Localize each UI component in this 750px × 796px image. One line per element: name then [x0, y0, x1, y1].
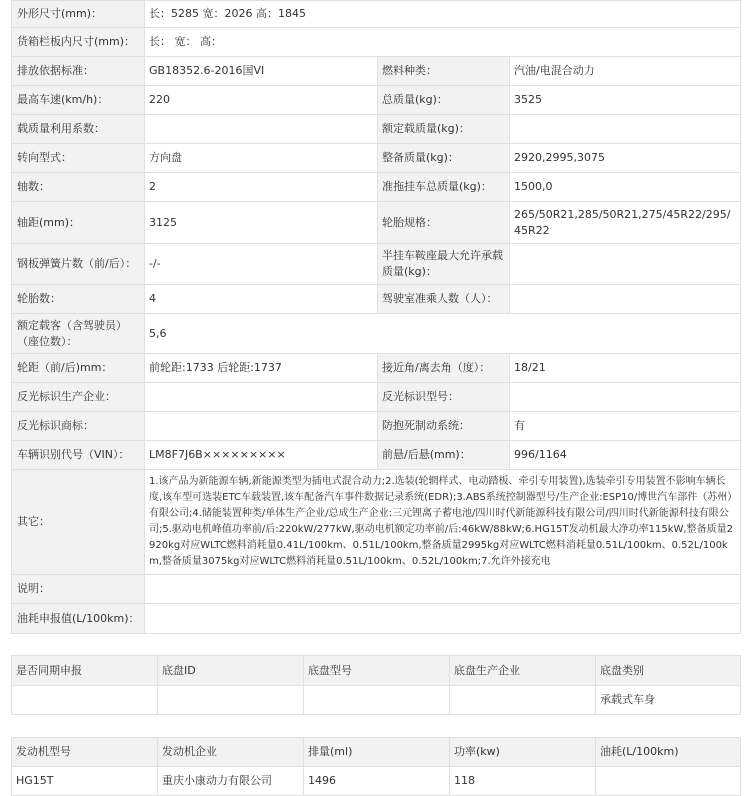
value-total-mass: 3525 — [510, 86, 741, 115]
label-cargo-dimensions: 货箱栏板内尺寸(mm)： — [12, 28, 145, 57]
label-dimensions: 外形尺寸(mm)： — [12, 1, 145, 28]
engine-data-row — [12, 767, 741, 796]
value-max-speed: 220 — [145, 86, 378, 115]
label-rated-passengers: 额定载客（含驾驶员）（座位数）： — [12, 314, 145, 354]
value-tire-count: 4 — [145, 285, 378, 314]
engine-cell: 重庆小康动力有限公司 — [158, 767, 304, 796]
chassis-header-cell: 是否同期申报 — [12, 656, 158, 686]
label-overhang: 前悬/后悬(mm)： — [378, 441, 510, 470]
engine-cell: 118 — [450, 767, 596, 796]
spec-row-steering — [12, 144, 741, 173]
chassis-cell — [158, 686, 304, 715]
spec-row-emission — [12, 57, 741, 86]
value-wheelbase: 3125 — [145, 202, 378, 244]
label-reflector-maker: 反光标识生产企业： — [12, 383, 145, 412]
label-leaf-spring: 钢板弹簧片数（前/后）： — [12, 244, 145, 285]
label-load-utilization: 载质量利用系数： — [12, 115, 145, 144]
label-emission-standard: 排放依据标准： — [12, 57, 145, 86]
engine-header-cell: 排量(ml) — [304, 738, 450, 767]
spec-row-note — [12, 575, 741, 604]
chassis-cell: 承载式车身 — [596, 686, 741, 715]
label-total-mass: 总质量(kg)： — [378, 86, 510, 115]
label-axles: 轴数： — [12, 173, 145, 202]
label-steering: 转向型式： — [12, 144, 145, 173]
value-reflector-brand — [145, 412, 378, 441]
label-other: 其它： — [12, 470, 145, 575]
value-rated-passengers: 5,6 — [145, 314, 741, 354]
value-abs: 有 — [510, 412, 741, 441]
spec-row-cargo — [12, 28, 741, 57]
value-cargo-dimensions: 长： 宽： 高： — [145, 28, 741, 57]
engine-cell: HG15T — [12, 767, 158, 796]
vehicle-spec-table — [11, 0, 741, 634]
value-fuel-type: 汽油/电混合动力 — [510, 57, 741, 86]
value-vin: LM8F7J6B××××××××× — [145, 441, 378, 470]
chassis-header-cell: 底盘类别 — [596, 656, 741, 686]
spec-row-dimensions — [12, 1, 741, 28]
chassis-cell — [12, 686, 158, 715]
label-trailer-mass: 准拖挂车总质量(kg)： — [378, 173, 510, 202]
label-vin: 车辆识别代号（VIN）： — [12, 441, 145, 470]
value-rated-load — [510, 115, 741, 144]
value-reflector-model — [510, 383, 741, 412]
value-fuel-consumption — [145, 604, 741, 634]
chassis-header-cell: 底盘生产企业 — [450, 656, 596, 686]
label-track: 轮距（前/后)mm： — [12, 354, 145, 383]
chassis-cell — [304, 686, 450, 715]
spec-row-spring — [12, 244, 741, 285]
engine-table — [11, 737, 741, 796]
label-cab-capacity: 驾驶室准乘人数（人）： — [378, 285, 510, 314]
chassis-header-cell: 底盘型号 — [304, 656, 450, 686]
spec-row-vin — [12, 441, 741, 470]
spec-row-track — [12, 354, 741, 383]
value-trailer-mass: 1500,0 — [510, 173, 741, 202]
value-approach-angles: 18/21 — [510, 354, 741, 383]
spec-row-other — [12, 470, 741, 575]
label-fuel-consumption: 油耗申报值(L/100km)： — [12, 604, 145, 634]
chassis-header-row — [12, 656, 741, 686]
engine-header-cell: 发动机企业 — [158, 738, 304, 767]
value-axles: 2 — [145, 173, 378, 202]
engine-header-cell: 油耗(L/100km) — [596, 738, 741, 767]
label-abs: 防抱死制动系统： — [378, 412, 510, 441]
value-load-utilization — [145, 115, 378, 144]
value-cab-capacity — [510, 285, 741, 314]
spec-row-wheelbase — [12, 202, 741, 244]
value-leaf-spring: -/- — [145, 244, 378, 285]
spec-row-speed — [12, 86, 741, 115]
chassis-table — [11, 655, 741, 715]
engine-header-row — [12, 738, 741, 767]
label-tire-count: 轮胎数： — [12, 285, 145, 314]
value-saddle-load — [510, 244, 741, 285]
label-wheelbase: 轴距(mm)： — [12, 202, 145, 244]
label-tire-spec: 轮胎规格： — [378, 202, 510, 244]
engine-header-cell: 功率(kw) — [450, 738, 596, 767]
spec-row-tires — [12, 285, 741, 314]
label-saddle-load: 半挂车鞍座最大允许承载质量(kg)： — [378, 244, 510, 285]
value-reflector-maker — [145, 383, 378, 412]
label-max-speed: 最高车速(km/h)： — [12, 86, 145, 115]
engine-header-cell: 发动机型号 — [12, 738, 158, 767]
chassis-header-cell: 底盘ID — [158, 656, 304, 686]
value-dimensions: 长：5285 宽：2026 高：1845 — [145, 1, 741, 28]
value-steering: 方向盘 — [145, 144, 378, 173]
label-rated-load: 额定载质量(kg)： — [378, 115, 510, 144]
spec-row-reflect — [12, 383, 741, 412]
value-tire-spec: 265/50R21,285/50R21,275/45R22/295/45R22 — [510, 202, 741, 244]
value-note — [145, 575, 741, 604]
label-reflector-brand: 反光标识商标： — [12, 412, 145, 441]
chassis-data-row — [12, 686, 741, 715]
value-overhang: 996/1164 — [510, 441, 741, 470]
spec-row-brand — [12, 412, 741, 441]
spec-row-consumption — [12, 604, 741, 634]
engine-cell: 1496 — [304, 767, 450, 796]
value-track: 前轮距:1733 后轮距:1737 — [145, 354, 378, 383]
chassis-cell — [450, 686, 596, 715]
engine-cell — [596, 767, 741, 796]
value-emission-standard: GB18352.6-2016国VI — [145, 57, 378, 86]
value-other: 1.该产品为新能源车辆,新能源类型为插电式混合动力;2.选装(轮辋样式、电动踏板、牵引专用装置),选装牵引专用装置不影响车辆长度,该车型可选装ETC车载装置,该车配备汽车事件数据记录系统(EDR);3.ABS系统控制器型号/生产企业:ESP10/博世汽车部件（苏州）有限公司;4.储能装置种类/单体生产企业/总成生产企业:三元锂离子蓄电池/四川时代新能源科技有限公司/四川时代新能源科技有限公司;5.驱动电机峰值功率前/后:220kW/277kW,驱动电机额定功率前/后:46kW/88kW;6.HG15T发动机最大净功率115kW,整备质量2920kg对应WLTC燃料消耗量0.41L/100km、0.51L/100km,整备质量2995kg对应WLTC燃料消耗量0.51L/100km、0.52L/100km,整备质量3075kg对应WLTC燃料消耗量0.51L/100km、0.52L/100km;7.允许外接充电 — [145, 470, 741, 575]
spec-row-passengers — [12, 314, 741, 354]
spec-row-axles — [12, 173, 741, 202]
label-reflector-model: 反光标识型号： — [378, 383, 510, 412]
label-note: 说明： — [12, 575, 145, 604]
label-approach-angles: 接近角/离去角（度）： — [378, 354, 510, 383]
value-curb-mass: 2920,2995,3075 — [510, 144, 741, 173]
label-curb-mass: 整备质量(kg)： — [378, 144, 510, 173]
spec-row-load-util — [12, 115, 741, 144]
label-fuel-type: 燃料种类： — [378, 57, 510, 86]
